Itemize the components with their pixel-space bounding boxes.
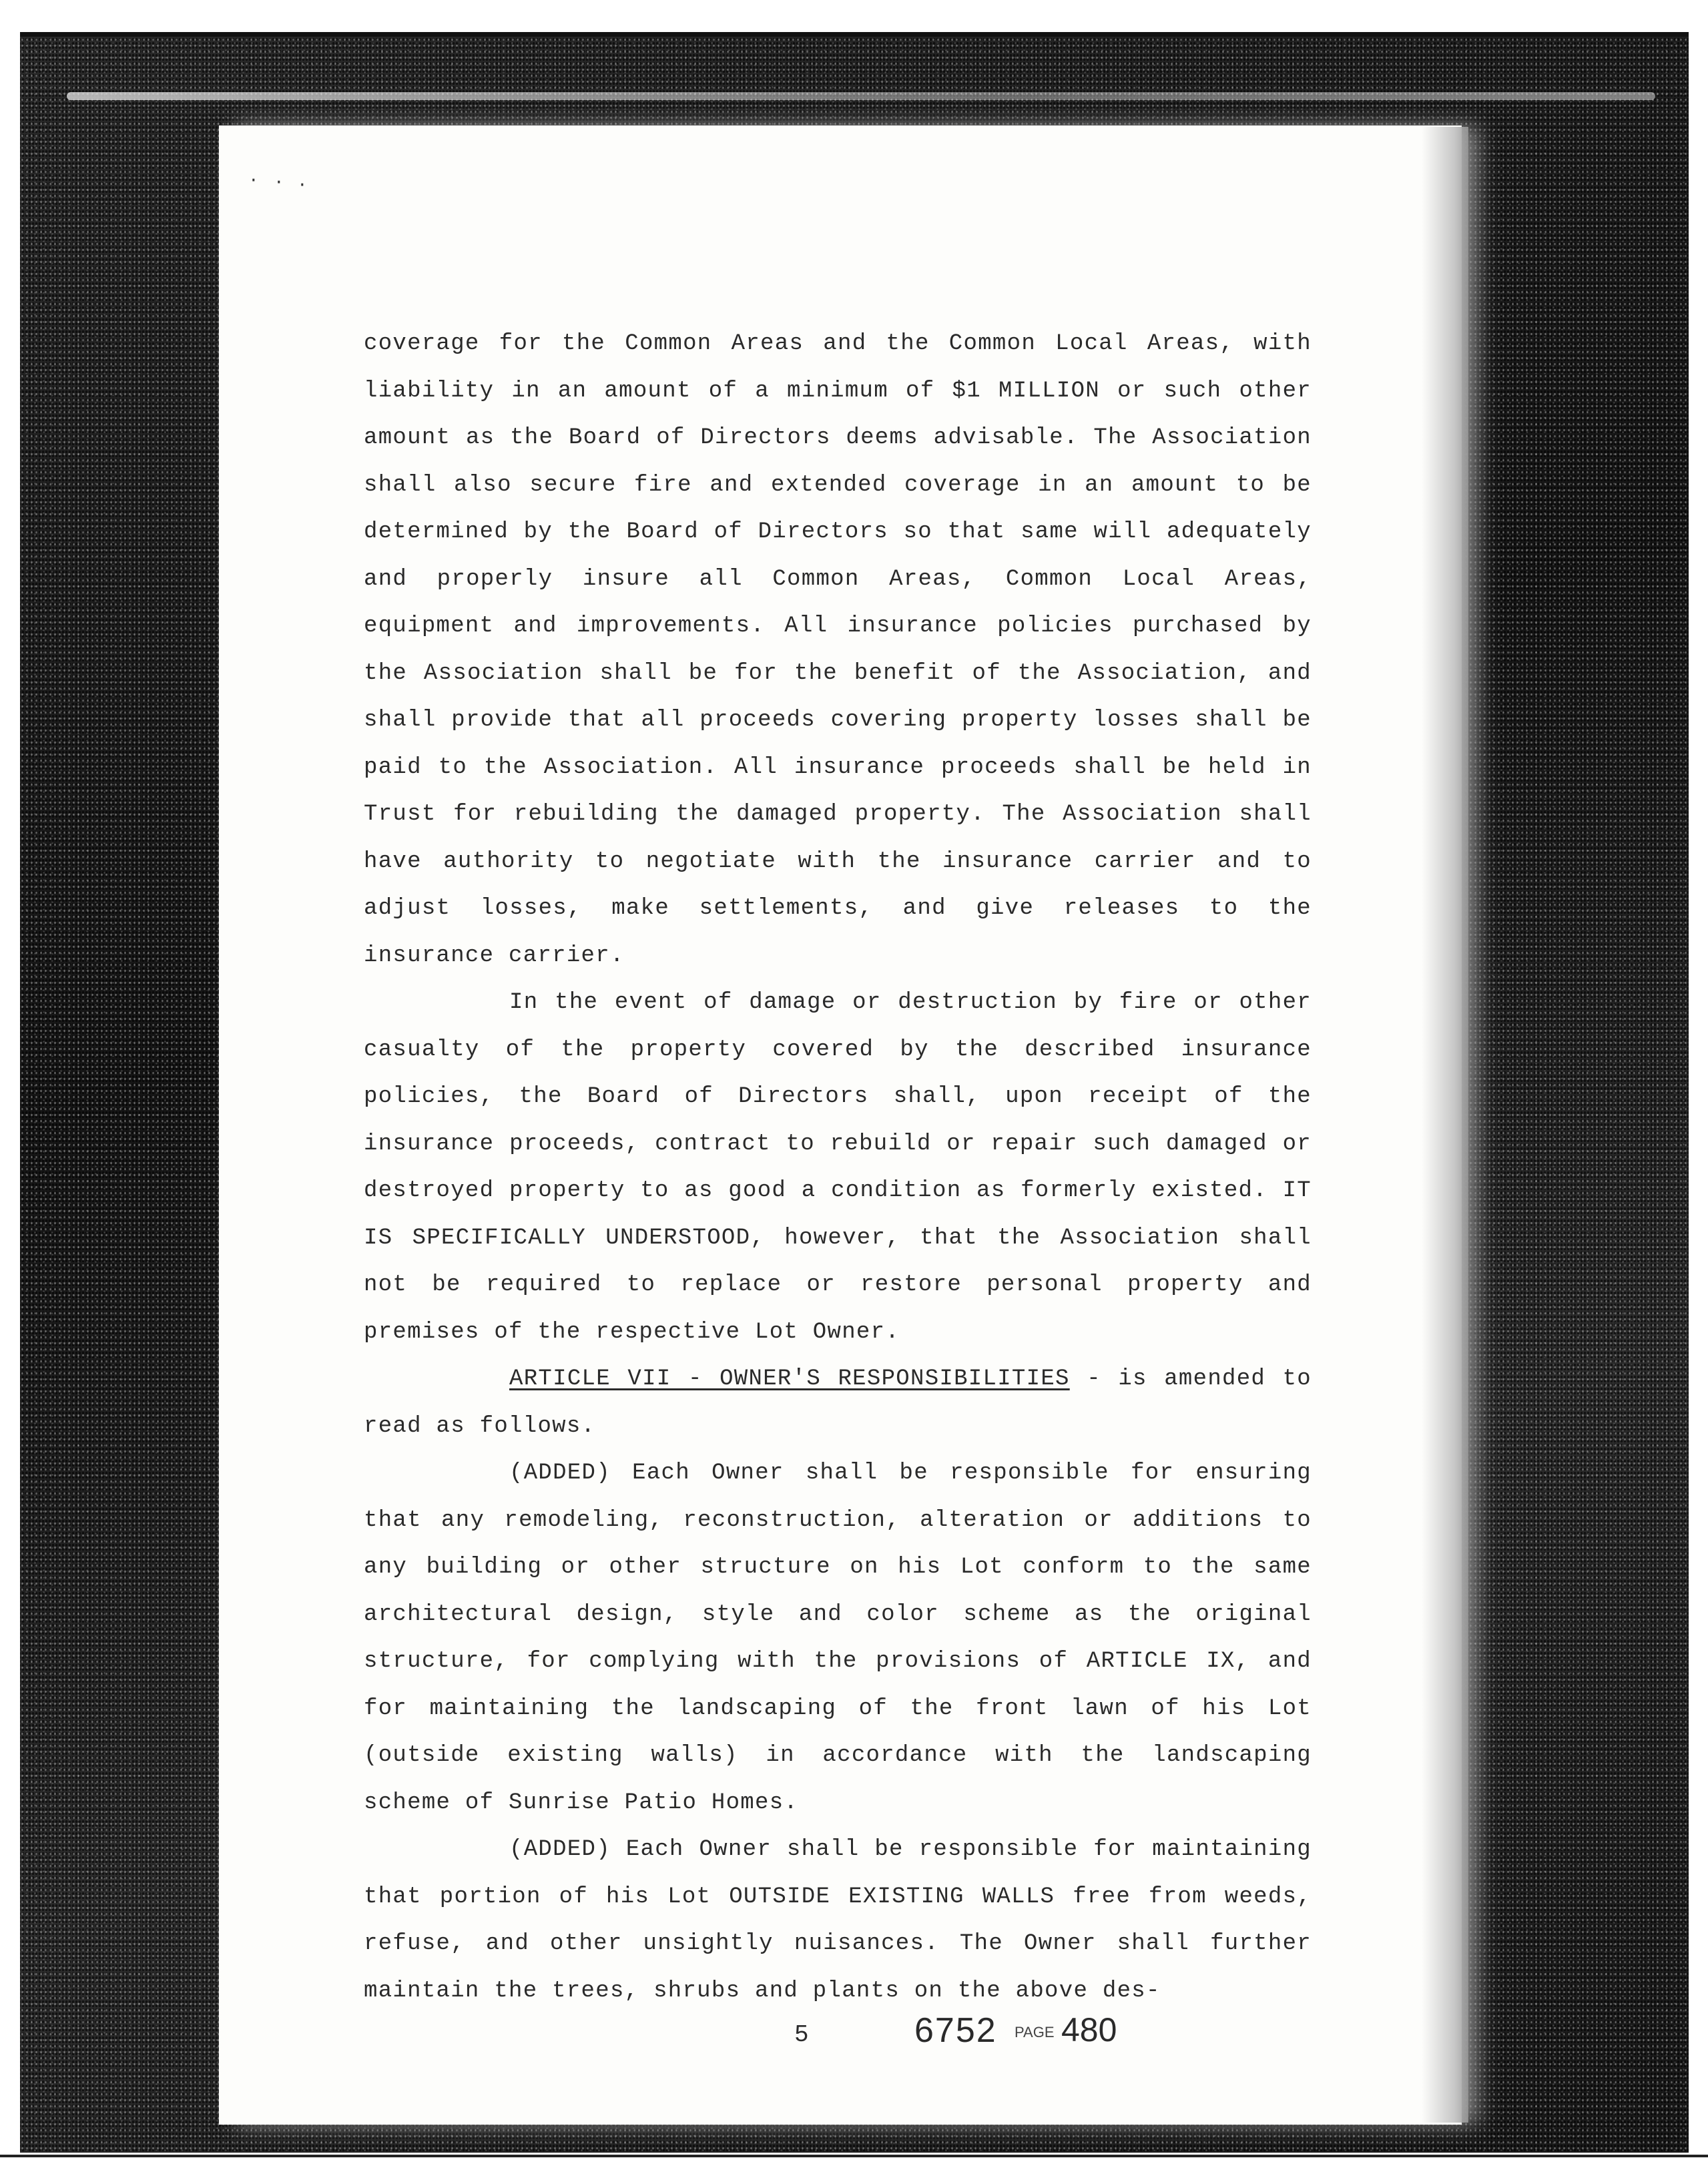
- stray-dot: ·: [297, 175, 308, 195]
- article-heading-suffix: - is amended to read as follows.: [364, 1366, 1312, 1439]
- scan-highlight-streak: [67, 92, 1655, 100]
- page-edge-shadow: [1422, 127, 1468, 2123]
- damage-paragraph: In the event of damage or destruction by fire or other casualty of the property covered by the described insurance policies, the Board of Directors shall, upon receipt of the insurance proceeds, contract to rebuild or repair such damaged or destroyed property to as good a condition as formerly existed. IT IS SPECIFICALLY UNDERSTOOD, however, that the Association shall not be required to replace or restore personal property and premises of the respective Lot Owner.: [364, 990, 1312, 1345]
- stray-dot: ·: [248, 170, 259, 190]
- book-page-number: 480: [1061, 2011, 1117, 2049]
- page-number: 5: [794, 2021, 809, 2049]
- scan-bottom-edge: [0, 2155, 1708, 2157]
- book-page-stamp: PAGE: [1015, 2024, 1055, 2041]
- added-paragraph-remodeling: (ADDED) Each Owner shall be responsible for ensuring that any remodeling, reconstruction, alteration or additions to any building or other structure on his Lot conform to the same architectural design, style and color scheme as the original structure, for complying with the provisions of ARTICLE IX, and for maintaining the landscaping of the front lawn of his Lot (outside existing walls) in accordance with the landscaping scheme of Sunrise Patio Homes.: [364, 1460, 1312, 1816]
- stray-dot: ·: [274, 172, 284, 192]
- article-heading-line: [364, 1356, 1312, 1450]
- article-heading: ARTICLE VII - OWNER'S RESPONSIBILITIES: [509, 1366, 1070, 1392]
- insurance-paragraph: coverage for the Common Areas and the Common Local Areas, with liability in an amount of a minimum of $1 MILLION or such other amount as the Board of Directors deems advisable. The Association shall also secure fire and extended coverage in an amount to be determined by the Board of Directors so that same will adequately and properly insure all Common Areas, Common Local Areas, equipment and improvements. All insurance policies purchased by the Association shall be for the benefit of the Association, and shall provide that all proceeds covering property losses shall be paid to the Association. All insurance proceeds shall be held in Trust for rebuilding the damaged property. The Association shall have authority to negotiate with the insurance carrier and to adjust losses, make settlements, and give releases to the insurance carrier.: [364, 331, 1312, 969]
- book-number: 6752: [914, 2011, 997, 2050]
- document-body: [364, 320, 1312, 2014]
- added-paragraph-maintenance: (ADDED) Each Owner shall be responsible for maintaining that portion of his Lot OUTSIDE EXISTING WALLS free from weeds, refuse, and other unsightly nuisances. The Owner shall further maintain the trees, shrubs and plants on the above des-: [364, 1837, 1312, 2004]
